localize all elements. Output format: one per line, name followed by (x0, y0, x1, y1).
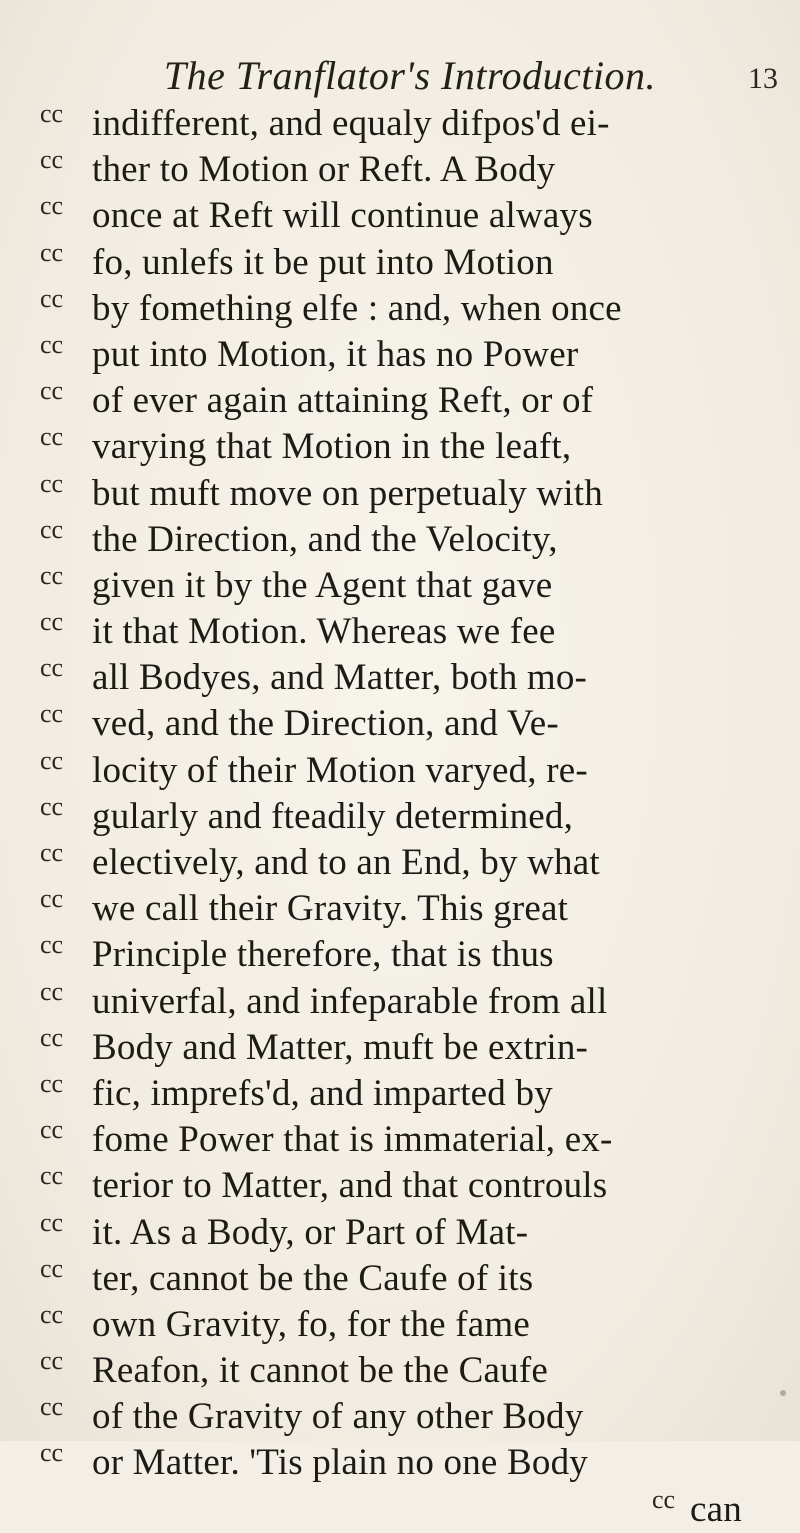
text-line (40, 1117, 780, 1163)
line-text: indifferent, and equaly difpos'd ei- (92, 103, 610, 144)
line-text: Reafon, it cannot be the Caufe (92, 1350, 548, 1392)
quote-mark: cc (652, 1484, 676, 1514)
line-text: the Direction, and the Velocity, (92, 518, 558, 560)
paper-speck (780, 1390, 786, 1396)
line-text: it that Motion. Whereas we fee (92, 611, 556, 653)
text-line (40, 283, 780, 332)
line-text: of the Gravity of any other Body (92, 1396, 584, 1438)
text-line (40, 560, 780, 609)
line-text: electively, and to an End, by what (92, 842, 600, 883)
line-text: fome Power that is immaterial, ex- (92, 1119, 613, 1161)
line-text: ved, and the Direction, and Ve- (92, 703, 559, 745)
text-line (40, 701, 780, 747)
running-head: The Tranflator's Introduction. (163, 53, 657, 98)
quote-mark: cc (40, 607, 64, 637)
quote-mark: cc (40, 237, 64, 267)
quote-mark: cc (40, 1068, 64, 1098)
text-line (40, 655, 780, 701)
quote-mark: cc (40, 930, 64, 960)
quote-mark: cc (40, 283, 64, 313)
line-text: we call their Gravity. This great (92, 888, 569, 930)
quote-mark: cc (40, 1115, 64, 1145)
line-text: put into Motion, it has no Power (92, 333, 579, 375)
line-text: varying that Motion in the leaft, (92, 426, 572, 468)
text-line (40, 886, 780, 932)
text-line (40, 976, 780, 1025)
text-line (40, 1068, 780, 1117)
text-line (40, 329, 780, 378)
quote-mark: cc (40, 422, 64, 452)
line-text: by fomething elfe : and, when once (92, 287, 622, 329)
quote-mark: cc (40, 560, 64, 590)
text-line (40, 745, 780, 794)
quote-mark: cc (40, 1346, 64, 1376)
catchword: can (690, 1488, 742, 1530)
quote-mark: cc (40, 376, 64, 406)
text-line (40, 1299, 780, 1348)
text-line (40, 193, 780, 239)
line-text: fic, imprefs'd, and imparted by (92, 1072, 553, 1114)
text-line (40, 791, 780, 840)
quote-mark: cc (40, 99, 64, 128)
text-line (40, 1348, 780, 1394)
body-text (40, 101, 780, 1533)
quote-mark: cc (40, 191, 64, 221)
line-text: once at Reft will continue always (92, 195, 593, 237)
text-line (40, 101, 780, 147)
quote-mark: cc (40, 514, 64, 544)
line-text: ter, cannot be the Caufe of its (92, 1257, 534, 1299)
quote-mark: cc (40, 745, 64, 775)
text-line (40, 514, 780, 563)
line-text: univerfal, and infeparable from all (92, 980, 608, 1022)
quote-mark: cc (40, 791, 64, 821)
line-text: or Matter. 'Tis plain no one Body (92, 1442, 588, 1484)
quote-mark: cc (40, 468, 64, 498)
quote-mark: cc (40, 976, 64, 1006)
text-line (40, 378, 780, 424)
line-text: fo, unlefs it be put into Motion (92, 241, 554, 283)
text-line (40, 1253, 780, 1302)
text-line (40, 840, 780, 886)
text-line (40, 1022, 780, 1071)
line-text: Principle therefore, that is thus (92, 934, 554, 976)
quote-mark: cc (40, 1253, 64, 1283)
quote-mark: cc (40, 1438, 64, 1468)
line-text: all Bodyes, and Matter, both mo- (92, 657, 588, 699)
line-text: but muft move on perpetualy with (92, 472, 603, 514)
line-text: given it by the Agent that gave (92, 564, 553, 606)
quote-mark: cc (40, 1299, 64, 1329)
text-line (40, 1394, 780, 1440)
text-line (40, 147, 780, 193)
text-line (40, 424, 780, 470)
text-line (40, 1207, 780, 1256)
text-line (40, 609, 780, 655)
quote-mark: cc (40, 329, 64, 359)
text-line (40, 237, 780, 286)
line-text: it. As a Body, or Part of Mat- (92, 1211, 529, 1253)
line-text: gularly and fteadily determined, (92, 795, 574, 837)
quote-mark: cc (40, 1161, 64, 1191)
line-text: of ever again attaining Reft, or of (92, 380, 594, 422)
line-text: terior to Matter, and that controuls (92, 1165, 608, 1207)
quote-mark: cc (40, 653, 64, 683)
quote-mark: cc (40, 1022, 64, 1052)
text-line (40, 468, 780, 517)
quote-mark: cc (40, 1392, 64, 1422)
page-number: 13 (748, 62, 778, 95)
quote-mark: cc (40, 838, 64, 867)
line-text: own Gravity, fo, for the fame (92, 1303, 531, 1345)
text-line (40, 932, 780, 978)
text-line (40, 1163, 780, 1209)
line-text: ther to Motion or Reft. A Body (92, 149, 556, 191)
quote-mark: cc (40, 1207, 64, 1237)
line-text: locity of their Motion varyed, re- (92, 749, 588, 791)
catchword-line (40, 1484, 780, 1533)
quote-mark: cc (40, 145, 64, 175)
quote-mark: cc (40, 699, 64, 729)
quote-mark: cc (40, 884, 64, 914)
line-text: Body and Matter, muft be extrin- (92, 1026, 589, 1068)
